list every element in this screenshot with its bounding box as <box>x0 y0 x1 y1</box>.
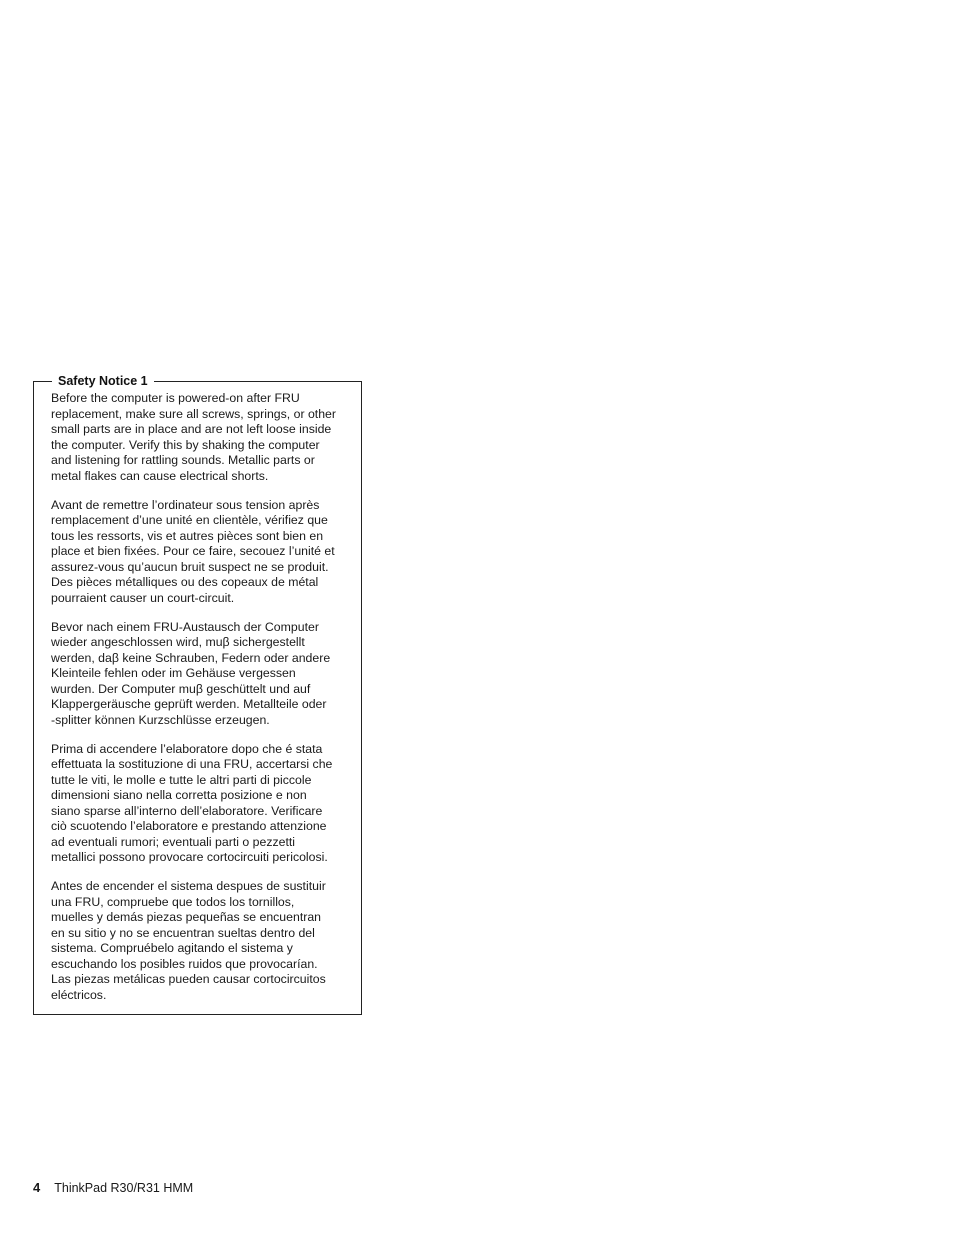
page-number: 4 <box>33 1180 41 1195</box>
safety-notice-body <box>51 391 351 1017</box>
safety-notice-title: Safety Notice 1 <box>52 373 154 389</box>
document-title: ThinkPad R30/R31 HMM <box>54 1181 194 1195</box>
notice-paragraph-italian: Prima di accendere l’elaboratore dopo che é stata effettuata la sostituzione di una FRU, accertarsi che tutte le viti, le molle e tutte le altri parti di piccole dimensioni siano nella corretta posizione e non siano sparse all’interno dell’elaboratore. Verificare ciò scuotendo l’elaboratore e prestando attenzione ad eventuali rumori; eventuali parti o pezzetti metallici possono provocare cortocircuiti pericolosi. <box>51 741 333 864</box>
safety-notice-box <box>33 374 362 1015</box>
notice-paragraph-spanish: Antes de encender el sistema despues de sustituir una FRU, compruebe que todos los tornillos, muelles y demás piezas pequeñas se encuentran en su sitio y no se encuentran sueltas dentro del sistema. Compruébelo agitando el sistema y escuchando los posibles ruidos que provocarían. Las piezas metálicas pueden causar cortocircuitos eléctricos. <box>51 879 326 1002</box>
page-footer <box>33 1180 193 1196</box>
notice-paragraph-english: Before the computer is powered-on after FRU replacement, make sure all screws, springs, or other small parts are in place and are not left loose inside the computer. Verify this by shaking the computer and listening for rattling sounds. Metallic parts or metal flakes can cause electrical shorts. <box>51 391 336 483</box>
notice-paragraph-french: Avant de remettre l’ordinateur sous tension après remplacement d’une unité en clientèle, vérifiez que tous les ressorts, vis et autres pièces sont bien en place et bien fixées. Pour ce faire, secouez l’unité et assurez-vous qu’aucun bruit suspect ne se produit. Des pièces métalliques ou des copeaux de métal pourraient causer un court-circuit. <box>51 497 335 605</box>
notice-paragraph-german: Bevor nach einem FRU-Austausch der Computer wieder angeschlossen wird, muβ sichergestellt werden, daβ keine Schrauben, Federn oder andere Kleinteile fehlen oder im Gehäuse vergessen wurden. Der Computer muβ geschüttelt und auf Klappergeräusche geprüft werden. Metallteile oder -splitter können Kurzschlüsse erzeugen. <box>51 619 331 727</box>
